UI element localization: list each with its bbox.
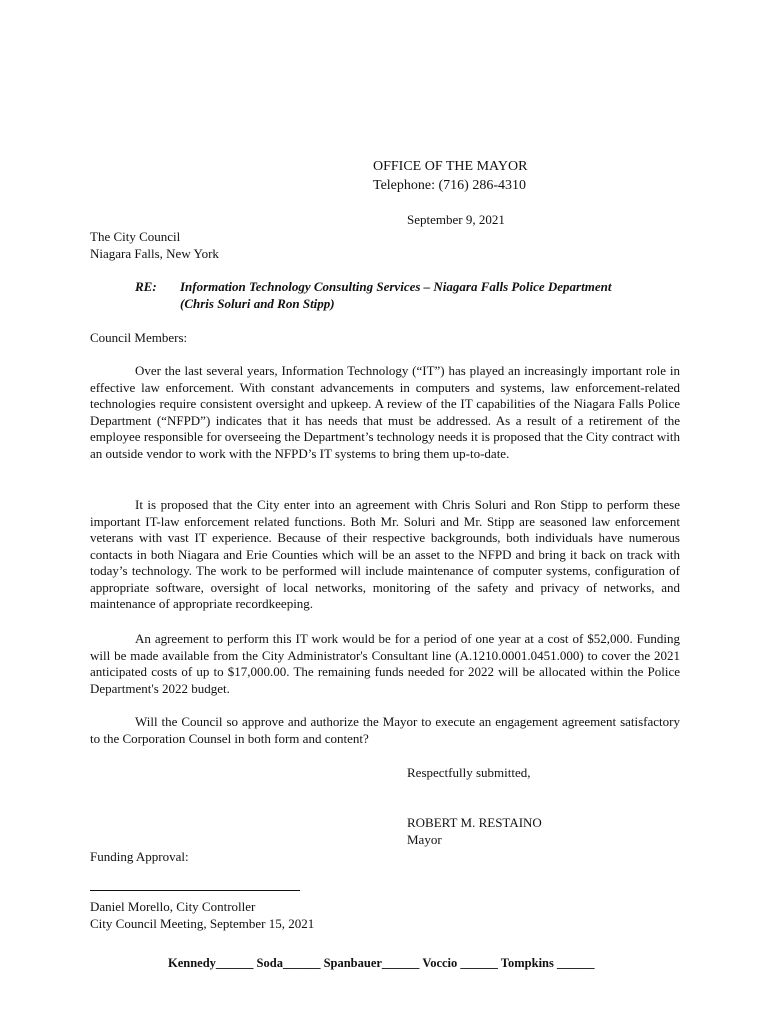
controller-block bbox=[90, 899, 314, 932]
council-meeting-date: City Council Meeting, September 15, 2021 bbox=[90, 915, 315, 931]
signer-title: Mayor bbox=[407, 831, 442, 847]
addressee-line-1: The City Council bbox=[90, 229, 181, 244]
addressee-block bbox=[90, 229, 219, 262]
council-vote-line: Kennedy______ Soda______ Spanbauer______ Voccio ______ Tompkins ______ bbox=[168, 956, 595, 970]
office-telephone: Telephone: (716) 286-4310 bbox=[373, 178, 526, 193]
addressee-line-2: Niagara Falls, New York bbox=[90, 245, 219, 261]
office-title: OFFICE OF THE MAYOR bbox=[373, 159, 528, 174]
signer-name: ROBERT M. RESTAINO bbox=[407, 815, 542, 830]
re-label: RE: bbox=[135, 279, 157, 294]
re-subject-line-1: Information Technology Consulting Services – Niagara Falls Police Department bbox=[180, 279, 612, 294]
letter-date: September 9, 2021 bbox=[407, 212, 505, 227]
salutation: Council Members: bbox=[90, 330, 188, 345]
body-paragraph-3: An agreement to perform this IT work would be for a period of one year at a cost of $52,000. Funding will be made available from the City Administrator's Consultant line (A.1210.0001.0451.000) to cover the 2021 anticipated costs of up to $17,000.00. The remaining funds needed for 2022 will be allocated within the Police Department's 2022 budget. bbox=[90, 631, 680, 696]
re-subject bbox=[180, 279, 611, 312]
funding-approval-label: Funding Approval: bbox=[90, 849, 189, 864]
signature-line bbox=[90, 890, 300, 891]
closing: Respectfully submitted, bbox=[407, 765, 531, 780]
body-paragraph-2: It is proposed that the City enter into an agreement with Chris Soluri and Ron Stipp to perform these important IT-law enforcement related functions. Both Mr. Soluri and Mr. Stipp are seasoned law enforcement veterans with vast IT experience. Because of their respective backgrounds, both individuals have numerous contacts in both Niagara and Erie Counties which will be an asset to the NFPD and bring it back on track with today’s technology. The work to be performed will include maintenance of computer systems, configuration of appropriate software, oversight of local networks, monitoring of the safety and privacy of networks, and maintenance of appropriate recordkeeping. bbox=[90, 497, 680, 611]
body-paragraph-4: Will the Council so approve and authorize the Mayor to execute an engagement agreement satisfactory to the Corporation Counsel in both form and content? bbox=[90, 714, 680, 746]
letterhead bbox=[373, 157, 527, 195]
re-subject-line-2: (Chris Soluri and Ron Stipp) bbox=[180, 295, 335, 311]
controller-name: Daniel Morello, City Controller bbox=[90, 899, 256, 914]
signature-block bbox=[407, 815, 542, 848]
body-paragraph-1: Over the last several years, Information Technology (“IT”) has played an increasingly important role in effective law enforcement. With constant advancements in computers and systems, law enforcement-related technologies require consistent oversight and upkeep. A review of the IT capabilities of the Niagara Falls Police Department (“NFPD”) indicates that it has needs that must be addressed. As a result of a retirement of the employee responsible for overseeing the Department’s technology needs it is proposed that the City contract with an outside vendor to work with the NFPD’s IT systems to bring them up-to-date. bbox=[90, 363, 680, 461]
